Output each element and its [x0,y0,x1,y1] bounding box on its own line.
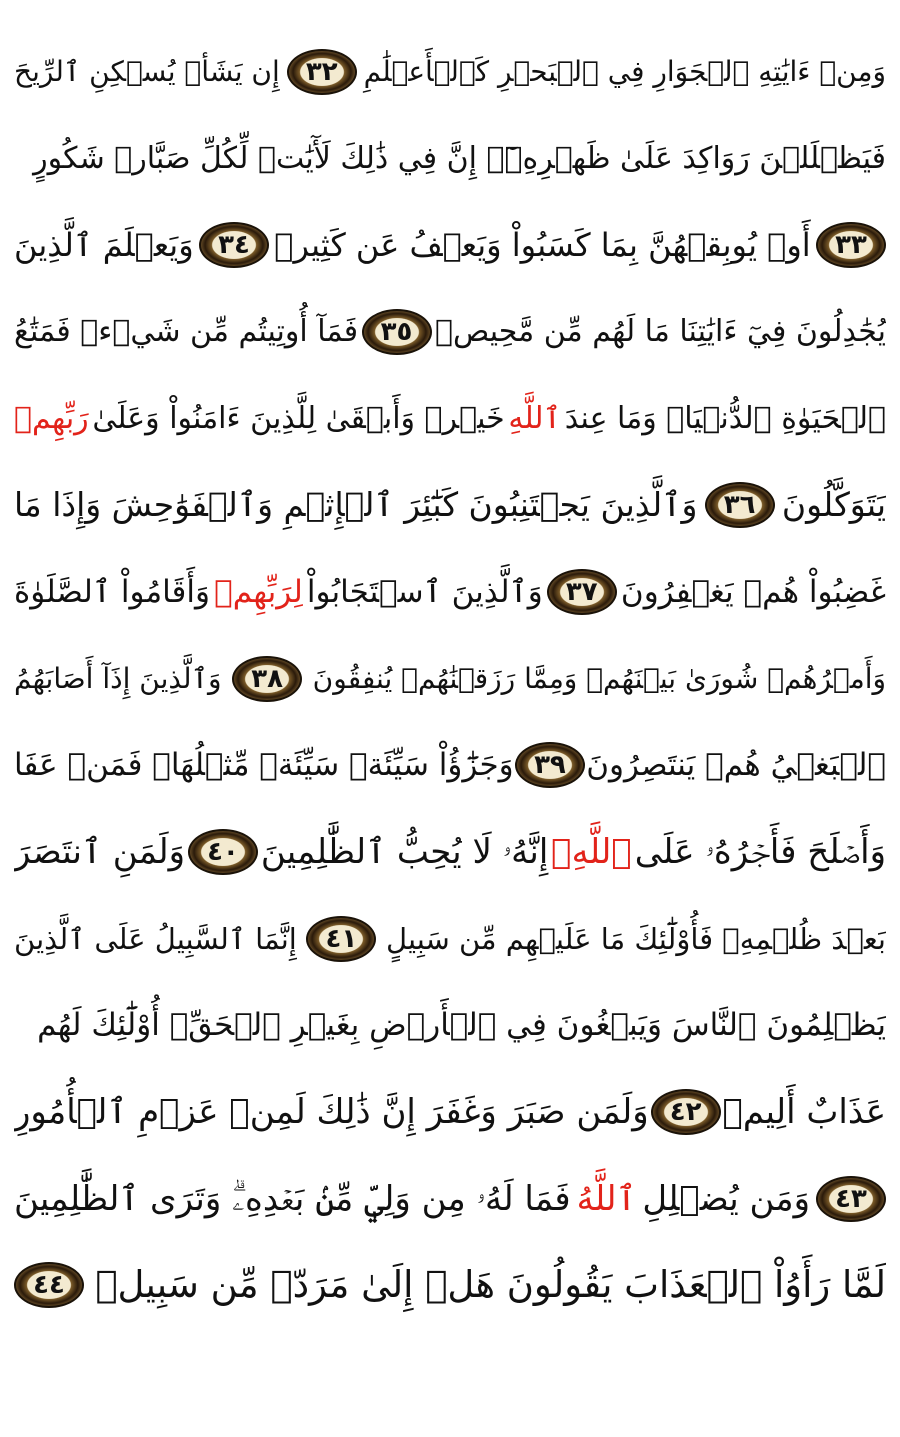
ayah-number: ٣٥ [380,317,413,347]
verse-line [14,722,886,808]
verse-text: لَمَّا رَأَوُاْ ٱلۡعَذَابَ يَقُولُونَ هَلۡ إِلَىٰ مَرَدّٖ مِّن سَبِيلٖ [95,1263,886,1306]
ayah-number-marker [362,309,432,355]
verse-text: ٱلۡبَغۡيُ هُمۡ يَنتَصِرُونَ [586,747,886,783]
verse-text: إِنَّمَا ٱلسَّبِيلُ عَلَى ٱلَّذِينَ [14,922,297,956]
verse-text: وَأَمۡرُهُمۡ شُورَىٰ بَيۡنَهُمۡ وَمِمَّا رَزَقۡنَٰهُمۡ يُنفِقُونَ [312,662,886,695]
verse-text: فَيَظۡلَلۡنَ رَوَاكِدَ عَلَىٰ ظَهۡرِهِۦٓۚ إِنَّ فِي ذَٰلِكَ لَأٓيَٰتٖ لِّكُلِّ صَبَّارٖ شَكُورٍ [33,141,886,176]
ayah-number-marker [816,1176,886,1222]
verse-text: فَمَآ أُوتِيتُم مِّن شَيۡءٖ فَمَتَٰعُ [14,314,359,349]
ayah-number-marker [705,482,775,528]
verse-text: إِنَّهُۥ لَا يُحِبُّ ٱلظَّٰلِمِينَ [260,832,549,872]
verse-text: عَذَابٌ أَلِيمٞ [722,1092,886,1132]
verse-line [14,896,886,982]
ayah-number: ٣٧ [565,577,598,607]
ayah-number: ٤٤ [33,1270,65,1300]
ayah-number: ٣٦ [723,490,756,520]
verse-text: يَتَوَكَّلُونَ [781,485,886,524]
verse-line [14,1242,886,1328]
ayah-number: ٤٣ [835,1184,867,1214]
verse-text: غَضِبُواْ هُمۡ يَغۡفِرُونَ [620,574,886,610]
verse-text: وَٱلَّذِينَ يَجۡتَنِبُونَ كَبَٰٓئِرَ ٱلۡإِثۡمِ وَٱلۡفَوَٰحِشَ وَإِذَا مَا [14,485,698,524]
verse-line [14,202,886,288]
ayah-number: ٣٣ [835,230,867,260]
verse-text: إِن يَشَأۡ يُسۡكِنِ ٱلرِّيحَ [14,55,280,88]
verse-line [14,29,886,115]
verse-text: وَٱلَّذِينَ ٱسۡتَجَابُواْ [306,574,543,610]
divine-name-text: لِرَبِّهِمۡ [214,574,303,610]
verse-text: وَأَقَامُواْ ٱلصَّلَوٰةَ [14,574,210,610]
verse-line [14,982,886,1068]
verse-text: وَلَمَن صَبَرَ وَغَفَرَ إِنَّ ذَٰلِكَ لَمِنۡ عَزۡمِ ٱلۡأُمُورِ [14,1092,649,1132]
verse-line [14,636,886,722]
verse-text: وَأَصۡلَحَ فَأَجۡرُهُۥ عَلَى [634,832,886,872]
ayah-number: ٤٢ [669,1097,702,1127]
ayah-number-marker [306,916,376,962]
verse-text: يَظۡلِمُونَ ٱلنَّاسَ وَيَبۡغُونَ فِي ٱلۡأَرۡضِ بِغَيۡرِ ٱلۡحَقِّۚ أُوْلَٰٓئِكَ لَهُم [37,1007,886,1043]
verse-text: يُجَٰدِلُونَ فِيٓ ءَايَٰتِنَا مَا لَهُم مِّن مَّحِيصٖ [434,314,886,349]
verse-text: أَوۡ يُوبِقۡهُنَّ بِمَا كَسَبُواْ وَيَعۡفُ عَن كَثِيرٖ [274,226,811,264]
ayah-number-marker [14,1262,84,1308]
verse-line [14,1069,886,1155]
verse-text: وَٱلَّذِينَ إِذَآ أَصَابَهُمُ [14,662,222,695]
verse-text: وَلَمَنِ ٱنتَصَرَ [14,832,186,872]
ayah-number-marker [515,742,585,788]
verse-line [14,809,886,895]
ayah-number-marker [188,829,258,875]
verse-text: وَجَزَٰٓؤُاْ سَيِّئَةٖ سَيِّئَةٞ مِّثۡلُهَاۖ فَمَنۡ عَفَا [14,747,514,783]
ayah-number-marker [287,49,357,95]
ayah-number-marker [651,1089,721,1135]
verse-line [14,289,886,375]
verse-text: ٱلۡحَيَوٰةِ ٱلدُّنۡيَاۖ وَمَا عِندَ [564,401,886,436]
verse-line [14,1156,886,1242]
ayah-number-marker [816,222,886,268]
verse-text: بَعۡدَ ظُلۡمِهِۦ فَأُوْلَٰٓئِكَ مَا عَلَيۡهِم مِّن سَبِيلٍ [386,922,886,956]
ayah-number-marker [547,569,617,615]
verse-line [14,116,886,202]
divine-name-text: ٱللَّهِۚ [551,832,632,872]
verse-text: وَمَن يُضۡلِلِ [642,1179,811,1219]
divine-name-text: ٱللَّهِ [508,401,562,436]
verse-text: خَيۡرٞ وَأَبۡقَىٰ لِلَّذِينَ ءَامَنُواْ وَعَلَىٰ [92,401,505,436]
ayah-number: ٣٨ [251,664,283,694]
verse-line [14,462,886,548]
verse-text: وَيَعۡلَمَ ٱلَّذِينَ [14,226,194,264]
verse-text: وَمِنۡ ءَايَٰتِهِ ٱلۡجَوَارِ فِي ٱلۡبَحۡرِ كَٱلۡأَعۡلَٰمِ [363,55,886,88]
ayah-number: ٣٩ [534,750,566,780]
ayah-number: ٣٤ [218,230,250,260]
verse-line [14,376,886,462]
verse-text: فَمَا لَهُۥ مِن وَلِيّٖ مِّنۢ بَعۡدِهِۦۗ وَتَرَى ٱلظَّٰلِمِينَ [14,1179,571,1219]
ayah-number: ٤٠ [207,837,239,867]
divine-name-text: ٱللَّهُ [576,1179,637,1219]
ayah-number-marker [232,656,302,702]
verse-line [14,549,886,635]
ayah-number: ٣٢ [305,57,338,87]
ayah-number-marker [199,222,269,268]
ayah-number: ٤١ [325,924,358,954]
divine-name-text: رَبِّهِمۡ [14,401,89,436]
